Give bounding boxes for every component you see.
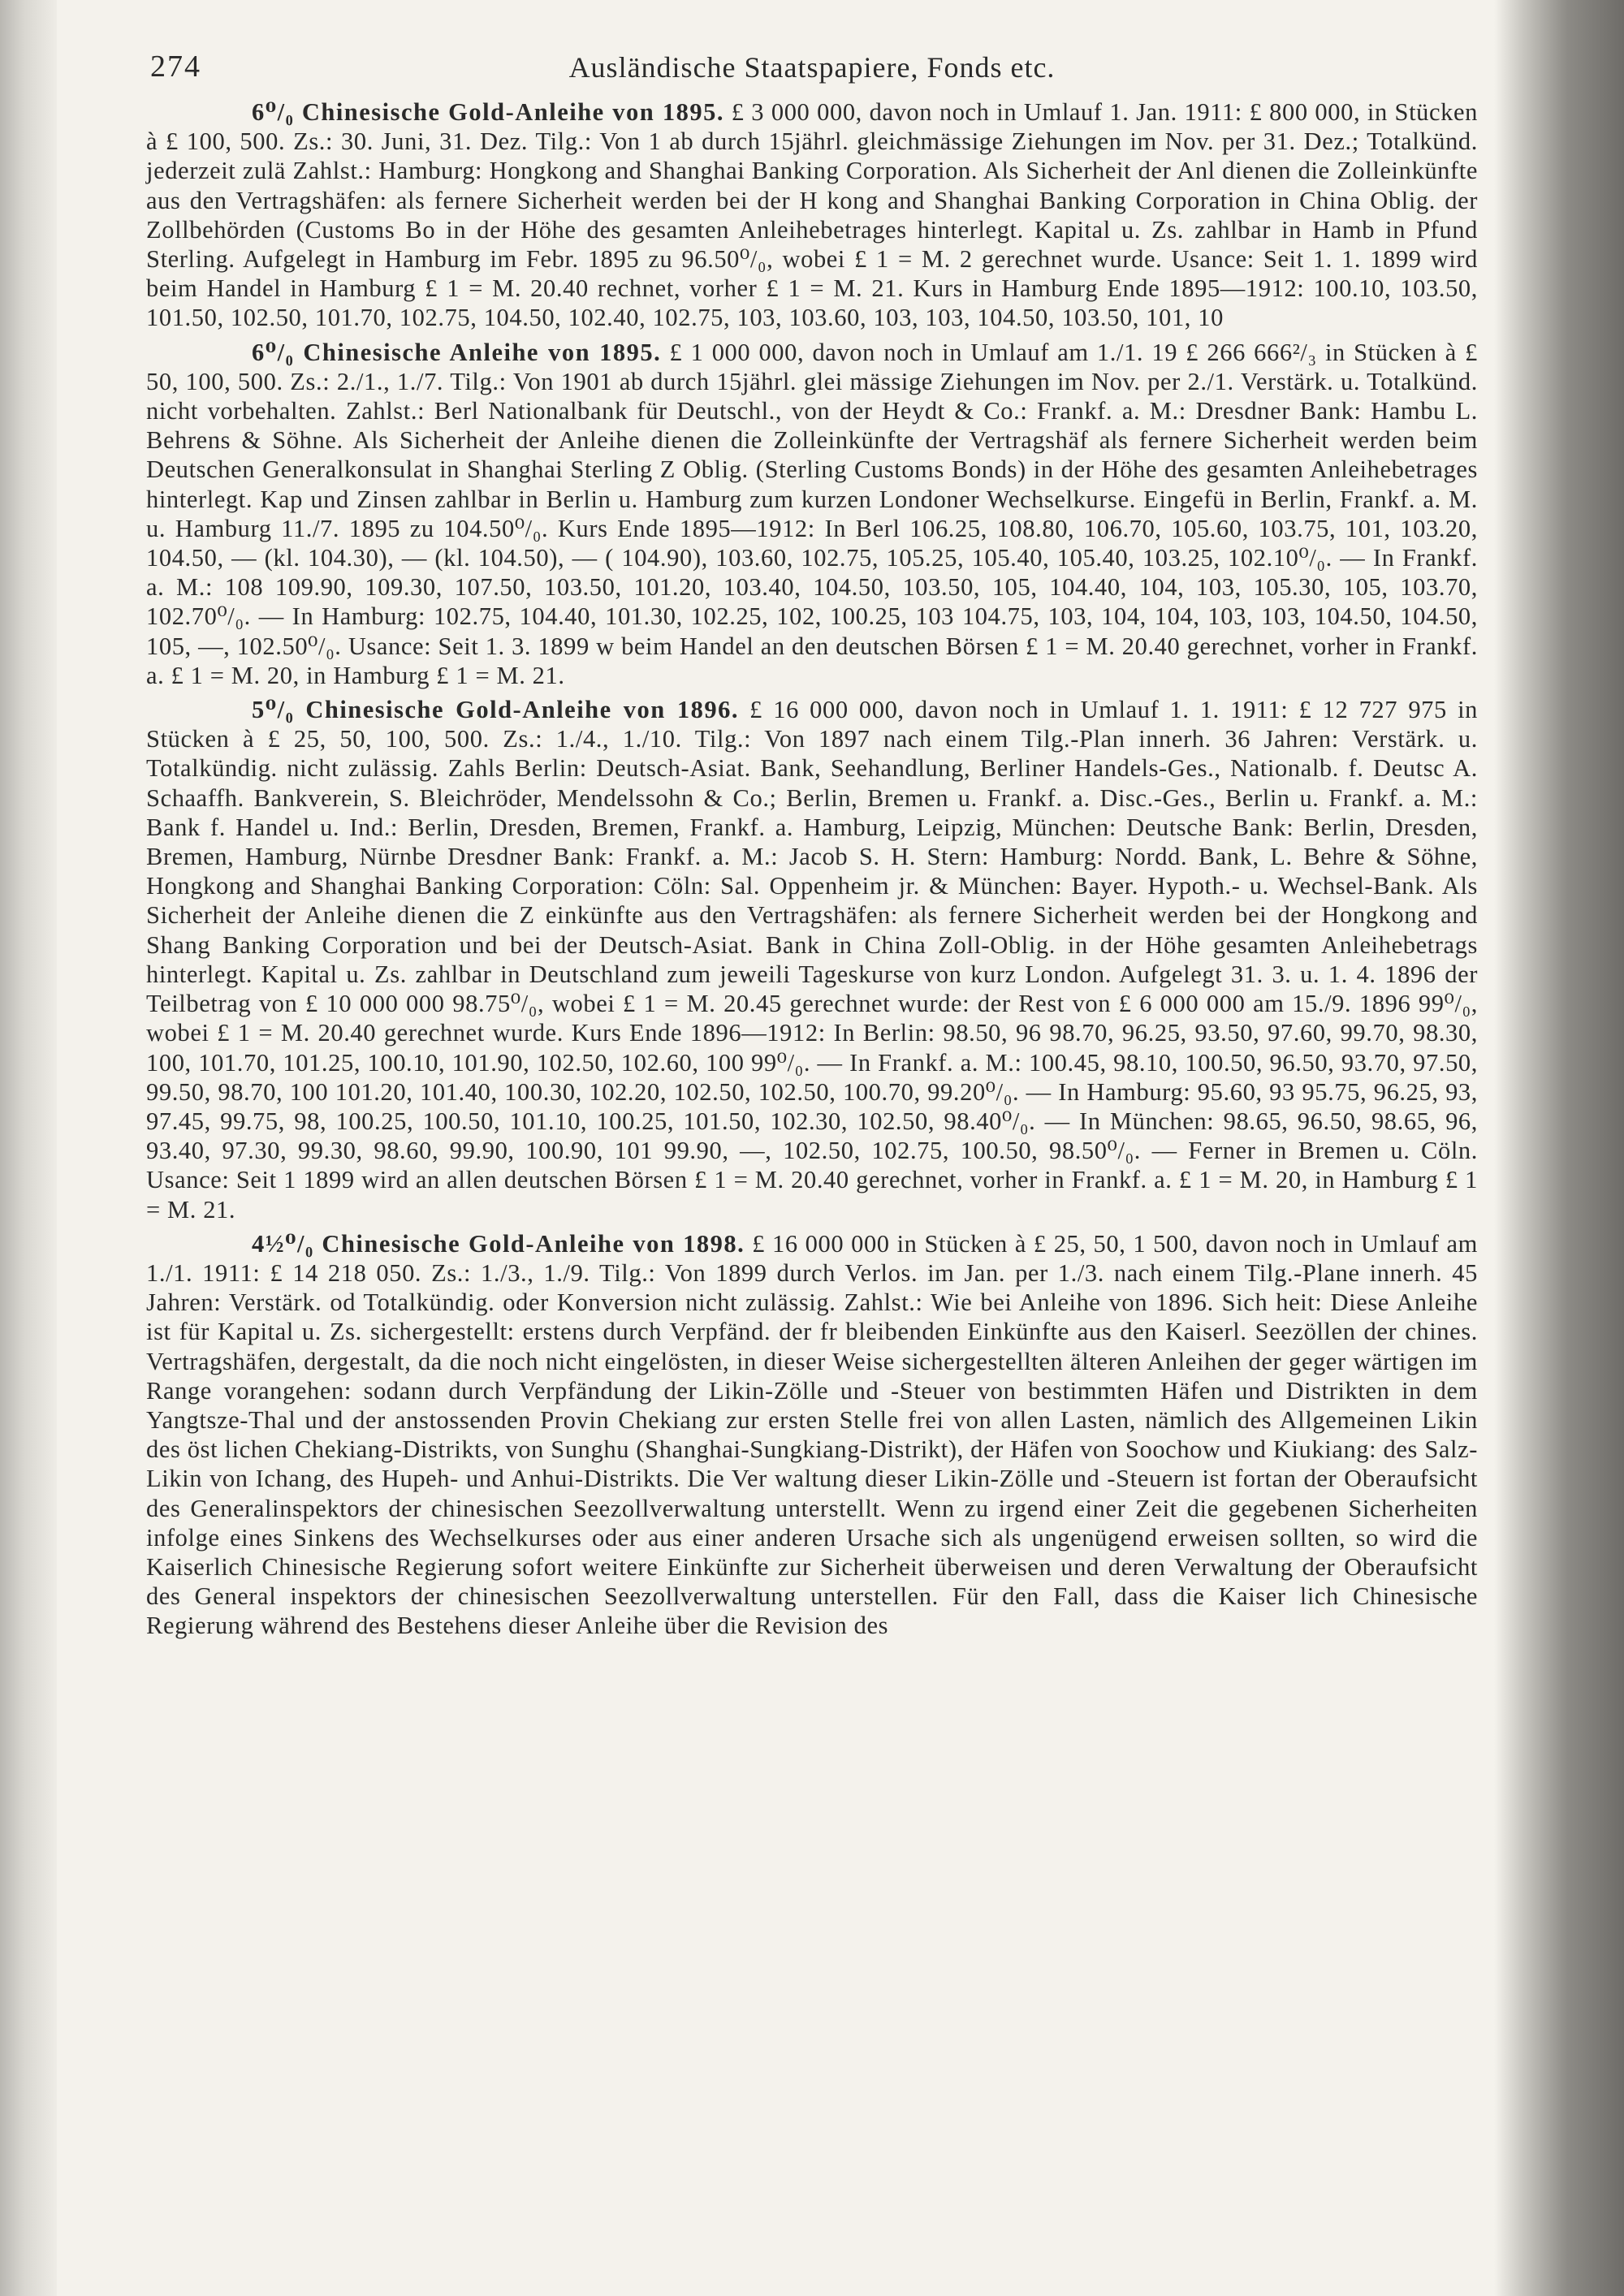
document-page	[146, 32, 1478, 1641]
entry-body: £ 1 000 000, davon noch in Umlauf am 1./1. 19 £ 266 666²/₃ in Stücken à £ 50, 100, 500. Zs.: 2./1., 1./7. Tilg.: Von 1901 ab durch 15jährl. glei mässige Ziehungen im Nov. per 2./1. Verstärk. u. Totalkünd. nicht vorbehalten. Zahlst.: Berl Nationalbank für Deutschl., von der Heydt & Co.: Frankf. a. M.: Dresdner Bank: Hambu L. Behrens & Söhne. Als Sicherheit der Anleihe dienen die Zolleinkünfte der Vertragshäf als fernere Sicherheit werden beim Deutschen Generalkonsulat in Shanghai Sterling Z Oblig. (Sterling Customs Bonds) in der Höhe des gesamten Anleihebetrages hinterlegt. Kap und Zinsen zahlbar in Berlin u. Hamburg zum kurzen Londoner Wechselkurse. Eingefü in Berlin, Frankf. a. M. u. Hamburg 11./7. 1895 zu 104.50⁰/₀. Kurs Ende 1895—1912: In Berl 106.25, 108.80, 106.70, 105.60, 103.75, 101, 103.20, 104.50, — (kl. 104.30), — (kl. 104.50), — ( 104.90), 103.60, 102.75, 105.25, 105.40, 105.40, 103.25, 102.10⁰/₀. — In Frankf. a. M.: 108 109.90, 109.30, 107.50, 103.50, 101.20, 103.40, 104.50, 103.50, 105, 104.40, 104, 103, 105.30, 105, 103.70, 102.70⁰/₀. — In Hamburg: 102.75, 104.40, 101.30, 102.25, 102, 100.25, 103 104.75, 103, 104, 104, 103, 103, 104.50, 104.50, 105, —, 102.50⁰/₀. Usance: Seit 1. 3. 1899 w beim Handel an den deutschen Börsen £ 1 = M. 20.40 gerechnet, vorher in Frankf. a. £ 1 = M. 20, in Hamburg £ 1 = M. 21.	[146, 338, 1478, 689]
page-title: Ausländische Staatspapiere, Fonds etc.	[568, 51, 1056, 84]
entry-gold-loan-1898	[146, 1229, 1478, 1641]
entry-body: £ 3 000 000, davon noch in Umlauf 1. Jan. 1911: £ 800 000, in Stücken à £ 100, 500. Zs.: 30. Juni, 31. Dez. Tilg.: Von 1 ab durch 15jährl. gleichmässige Ziehungen im Nov. per 31. Dez.; Totalkünd. jederzeit zulä Zahlst.: Hamburg: Hongkong and Shanghai Banking Corporation. Als Sicherheit der Anl dienen die Zolleinkünfte aus den Vertragshäfen: als fernere Sicherheit werden bei der H kong and Shanghai Banking Corporation in China Oblig. der Zollbehörden (Customs Bo in der Höhe des gesamten Anleihebetrages hinterlegt. Kapital u. Zs. zahlbar in Hamb in Pfund Sterling. Aufgelegt in Hamburg im Febr. 1895 zu 96.50⁰/₀, wobei £ 1 = M. 2 gerechnet wurde. Usance: Seit 1. 1. 1899 wird beim Handel in Hamburg £ 1 = M. 20.40 rechnet, vorher £ 1 = M. 21. Kurs in Hamburg Ende 1895—1912: 100.10, 103.50, 101.50, 102.50, 101.70, 102.75, 104.50, 102.40, 102.75, 103, 103.60, 103, 103, 104.50, 103.50, 101, 10	[146, 98, 1478, 332]
page-number: 274	[150, 50, 201, 84]
entry-gold-loan-1896	[146, 695, 1478, 1224]
entry-body: £ 16 000 000, davon noch in Umlauf 1. 1. 1911: £ 12 727 975 in Stücken à £ 25, 50, 100, 500. Zs.: 1./4., 1./10. Tilg.: Von 1897 nach einem Tilg.-Plan innerh. 36 Jahren: Verstärk. u. Totalkündig. nicht zulässig. Zahls Berlin: Deutsch-Asiat. Bank, Seehandlung, Berliner Handels-Ges., Nationalb. f. Deutsc A. Schaaffh. Bankverein, S. Bleichröder, Mendelssohn & Co.; Berlin, Bremen u. Frankf. a. Disc.-Ges., Berlin u. Frankf. a. M.: Bank f. Handel u. Ind.: Berlin, Dresden, Bremen, Frankf. a. Hamburg, Leipzig, München: Deutsche Bank: Berlin, Dresden, Bremen, Hamburg, Nürnbe Dresdner Bank: Frankf. a. M.: Jacob S. H. Stern: Hamburg: Nordd. Bank, L. Behre & Söhne, Hongkong and Shanghai Banking Corporation: Cöln: Sal. Oppenheim jr. & München: Bayer. Hypoth.- u. Wechsel-Bank. Als Sicherheit der Anleihe dienen die Z einkünfte aus den Vertragshäfen: als fernere Sicherheit werden bei der Hongkong and Shang Banking Corporation und bei der Deutsch-Asiat. Bank in China Zoll-Oblig. in der Höhe gesamten Anleihebetrags hinterlegt. Kapital u. Zs. zahlbar in Deutschland zum jeweili Tageskurse von kurz London. Aufgelegt 31. 3. u. 1. 4. 1896 der Teilbetrag von £ 10 000 000 98.75⁰/₀, wobei £ 1 = M. 20.45 gerechnet wurde: der Rest von £ 6 000 000 am 15./9. 1896 99⁰/₀, wobei £ 1 = M. 20.40 gerechnet wurde. Kurs Ende 1896—1912: In Berlin: 98.50, 96 98.70, 96.25, 93.50, 97.60, 99.70, 98.30, 100, 101.70, 101.25, 100.10, 101.90, 102.50, 102.60, 100 99⁰/₀. — In Frankf. a. M.: 100.45, 98.10, 100.50, 96.50, 93.70, 97.50, 99.50, 98.70, 100 101.20, 101.40, 100.30, 102.20, 102.50, 102.50, 100.70, 99.20⁰/₀. — In Hamburg: 95.60, 93 95.75, 96.25, 93, 97.45, 99.75, 98, 100.25, 100.50, 101.10, 100.25, 101.50, 102.30, 102.50, 98.40⁰/₀. — In München: 98.65, 96.50, 98.65, 96, 93.40, 97.30, 99.30, 98.60, 99.90, 100.90, 101 99.90, —, 102.50, 102.75, 100.50, 98.50⁰/₀. — Ferner in Bremen u. Cöln. Usance: Seit 1 1899 wird an allen deutschen Börsen £ 1 = M. 20.40 gerechnet, vorher in Frankf. a. £ 1 = M. 20, in Hamburg £ 1 = M. 21.	[146, 696, 1478, 1224]
entry-heading: 4½⁰/₀ Chinesische Gold-Anleihe von 1898.	[252, 1229, 745, 1258]
entry-heading: 6⁰/₀ Chinesische Anleihe von 1895.	[252, 338, 662, 366]
entry-heading: 6⁰/₀ Chinesische Gold-Anleihe von 1895.	[252, 98, 725, 126]
entry-heading: 5⁰/₀ Chinesische Gold-Anleihe von 1896.	[252, 696, 739, 724]
scan-shadow-right	[1478, 0, 1624, 2296]
entry-loan-1895	[146, 338, 1478, 690]
running-head	[146, 32, 1478, 97]
scan-shadow-left	[0, 0, 57, 2296]
entry-gold-loan-1895	[146, 97, 1478, 333]
entry-body: £ 16 000 000 in Stücken à £ 25, 50, 1 500, davon noch in Umlauf am 1./1. 1911: £ 14 218 050. Zs.: 1./3., 1./9. Tilg.: Von 1899 durch Verlos. im Jan. per 1./3. nach einem Tilg.-Plane innerh. 45 Jahren: Verstärk. od Totalkündig. oder Konversion nicht zulässig. Zahlst.: Wie bei Anleihe von 1896. Sich heit: Diese Anleihe ist für Kapital u. Zs. sichergestellt: erstens durch Verpfänd. der fr bleibenden Einkünfte aus den Kaiserl. Seezöllen der chines. Vertragshäfen, dergestalt, da die noch nicht eingelösten, in dieser Weise sichergestellten älteren Anleihen der geger wärtigen im Range vorangehen: sodann durch Verpfändung der Likin-Zölle und -Steuer von bestimmten Häfen und Distrikten in dem Yangtsze-Thal und der anstossenden Provin Chekiang zur ersten Stelle frei von allen Lasten, nämlich des Allgemeinen Likin des öst lichen Chekiang-Distrikts, von Sunghu (Shanghai-Sungkiang-Distrikt), der Häfen von Soochow und Kiukiang: des Salz-Likin von Ichang, des Hupeh- und Anhui-Distrikts. Die Ver waltung dieser Likin-Zölle und -Steuern ist fortan der Oberaufsicht des Generalinspektors der chinesischen Seezollverwaltung unterstellt. Wenn zu irgend einer Zeit die gegebenen Sicherheiten infolge eines Sinkens des Wechselkurses oder aus einer anderen Ursache sich als ungenügend erweisen sollten, so wird die Kaiserlich Chinesische Regierung sofort weitere Einkünfte zur Sicherheit überweisen und deren Verwaltung der Oberaufsicht des General inspektors der chinesischen Seezollverwaltung unterstellen. Für den Fall, dass die Kaiser lich Chinesische Regierung während des Bestehens dieser Anleihe über die Revision des	[146, 1229, 1478, 1640]
